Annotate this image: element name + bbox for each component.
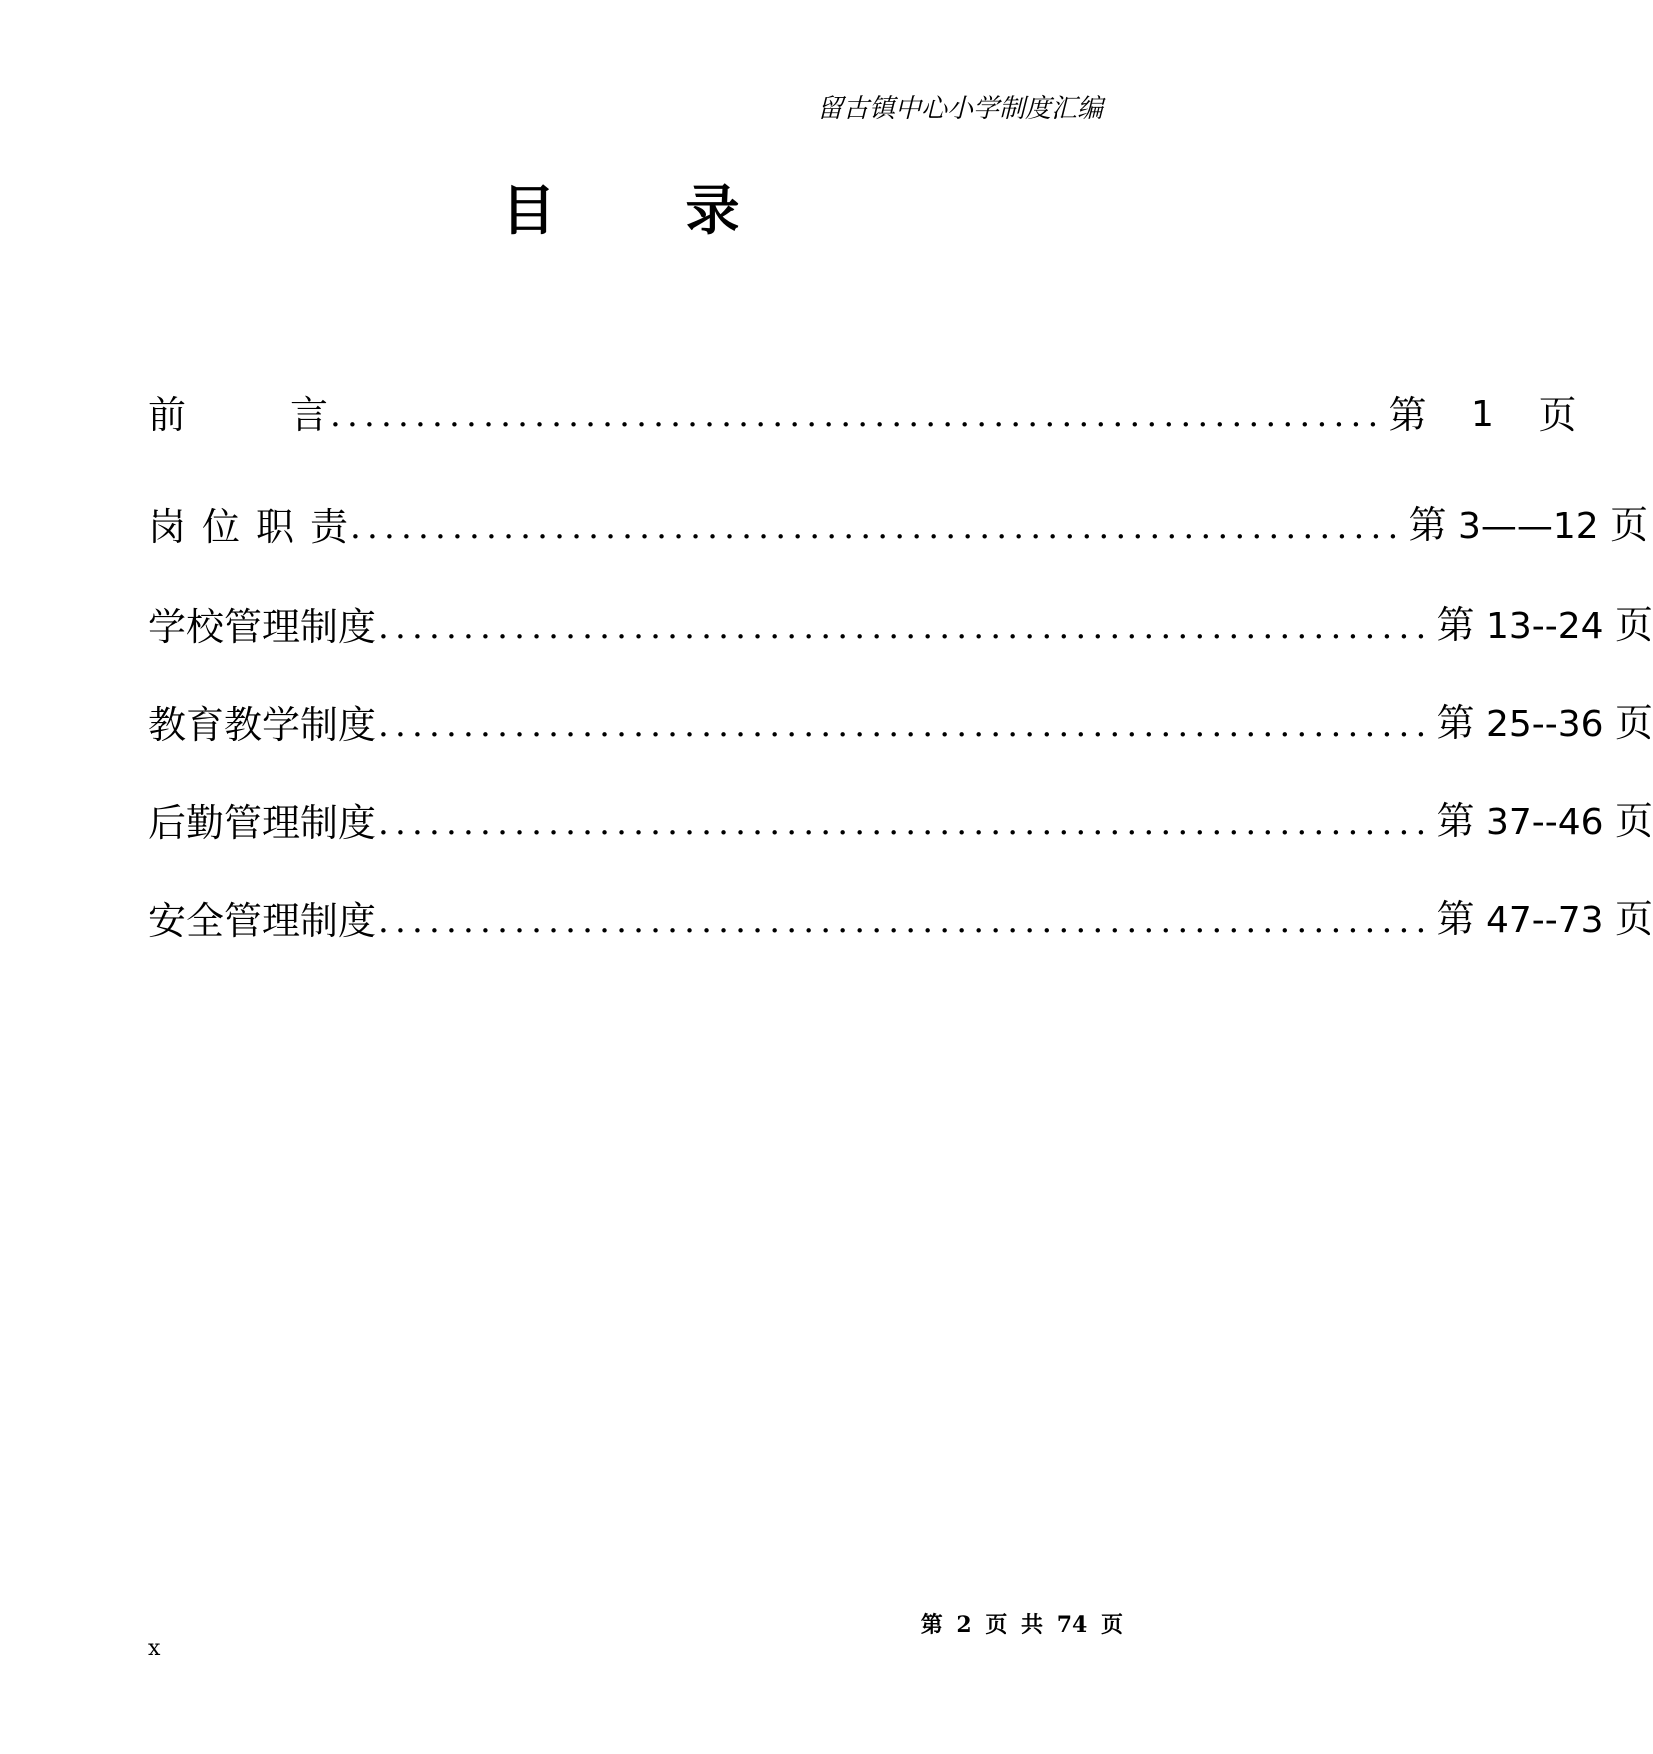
page-title: [0, 168, 1241, 245]
toc-entry-page: [1437, 894, 1653, 946]
toc-page-prefix: 第: [1436, 799, 1475, 843]
toc-entry-page: [1437, 600, 1653, 652]
toc-leader-dots: ..............................................................: [378, 803, 1433, 843]
toc-page-suffix: 页: [1615, 603, 1653, 647]
toc-page-suffix: 页: [1538, 393, 1577, 437]
toc-page-prefix: 第: [1436, 701, 1475, 745]
toc-entry-label: 教育教学制度: [148, 703, 377, 747]
toc-page-prefix: 第: [1436, 897, 1475, 941]
toc-page-suffix: 页: [1615, 897, 1653, 941]
toc-entry-label: [148, 390, 328, 440]
toc-entry-label: 后勤管理制度: [148, 801, 377, 845]
toc-page-suffix: 页: [1610, 503, 1649, 547]
toc-entry-label: 学校管理制度: [148, 605, 377, 649]
footer-mark: x: [148, 1636, 161, 1661]
toc-entry-page: [1408, 500, 1648, 552]
toc-entry-label: 安全管理制度: [148, 899, 377, 943]
toc-page-range: 3——12: [1457, 506, 1599, 547]
toc-entry[interactable]: [148, 700, 1653, 750]
toc-leader-dots: ..............................................................: [378, 607, 1433, 647]
toc-label-char: 岗: [148, 505, 187, 549]
title-char-1: 目: [501, 179, 556, 242]
toc-page-prefix: 第: [1408, 503, 1447, 547]
toc-entry-page: [1437, 698, 1653, 750]
toc-page-range: 47--73: [1485, 900, 1604, 941]
toc-label-char: 言: [289, 393, 328, 437]
toc-leader-dots: ..............................................................: [378, 705, 1433, 745]
toc-entry[interactable]: [148, 602, 1653, 652]
toc-page-prefix: 第: [1388, 393, 1427, 437]
toc-entry-page: [1437, 796, 1653, 848]
toc-leader-dots: ..............................................................: [330, 395, 1385, 435]
running-header: 留古镇中心小学制度汇编: [816, 94, 1103, 124]
toc-leader-dots: ..............................................................: [350, 507, 1405, 547]
toc-page-range: 25--36: [1485, 704, 1604, 745]
title-char-2: 录: [685, 179, 740, 242]
toc-label-char: 责: [309, 505, 348, 549]
toc-entry-label: [148, 502, 348, 552]
toc-page-range: 13--24: [1485, 606, 1604, 647]
toc-label-char: 职: [255, 505, 294, 549]
toc-label-char: 前: [148, 393, 187, 437]
toc-label-char: 位: [201, 505, 240, 549]
toc-page-prefix: 第: [1436, 603, 1475, 647]
toc-entry-page: [1388, 390, 1576, 440]
toc-page-range: 1: [1471, 394, 1494, 435]
toc-leader-dots: ..............................................................: [378, 901, 1433, 941]
page-number-footer: 第 2 页 共 74 页: [920, 1612, 1123, 1638]
toc-page-suffix: 页: [1615, 799, 1653, 843]
toc-entry[interactable]: [148, 390, 1577, 440]
toc-entry[interactable]: [148, 798, 1653, 848]
toc-page-range: 37--46: [1485, 802, 1604, 843]
toc-entry[interactable]: [148, 502, 1649, 552]
toc-entry[interactable]: [148, 896, 1653, 946]
toc-page-suffix: 页: [1615, 701, 1653, 745]
